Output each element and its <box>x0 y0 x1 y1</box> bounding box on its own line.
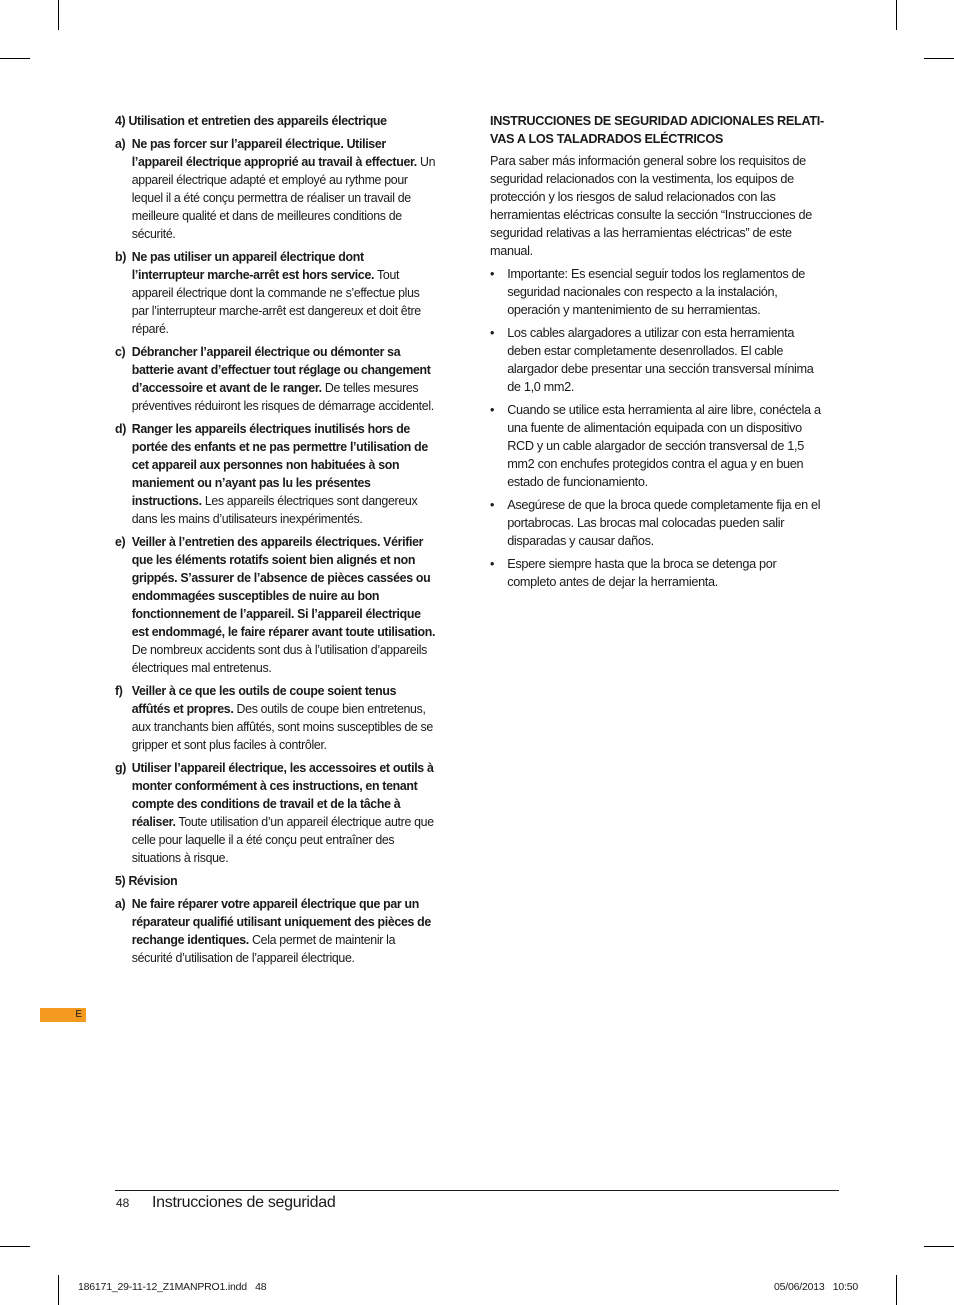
item-marker: c) <box>115 344 126 359</box>
item-marker: b) <box>115 249 127 264</box>
section-heading: INSTRUCCIONES DE SEGURIDAD ADICIONALES RELATI-VAS A LOS TALADRADOS ELÉCTRICOS <box>490 113 824 146</box>
item-text: Un appareil électrique adapté et employé au rythme pour lequel il a été conçu permettra de réaliser un travail de meilleure qualité et dans de meilleures conditions de sécurité. <box>131 154 436 241</box>
slug-filename: 186171_29-11-12_Z1MANPRO1.indd 48 <box>78 1281 267 1293</box>
page-number: 48 <box>116 1196 130 1210</box>
section-heading: 4) Utilisation et entretien des appareils électrique <box>115 113 387 128</box>
footer-title: Instrucciones de seguridad <box>152 1194 336 1211</box>
section-heading: 5) Révision <box>115 873 178 888</box>
bullet-item <box>490 265 826 319</box>
item-text: Des outils de coupe bien entretenus, aux tranchants bien affûtés, sont moins susceptibles de se gripper et sont plus faciles à contrôler. <box>131 701 433 752</box>
item-marker: a) <box>115 896 126 911</box>
item-bold-text: Ne pas utiliser un appareil électrique dont l’interrupteur marche-arrêt est hors service. <box>131 249 375 282</box>
bullet-icon: • <box>490 497 495 512</box>
item-bold-text: Utiliser l’appareil électrique, les accessoires et outils à monter conformément à ces instructions, en tenant compte des conditions de travail et de la tâche à réaliser. <box>131 760 434 829</box>
crop-mark <box>924 1246 954 1247</box>
crop-mark <box>0 58 30 59</box>
item-bold-text: Ranger les appareils électriques inutilisés hors de portée des enfants et ne pas permettre l’utilisation de cet appareil aux personnes non habituées à son maniement ou n’ayant pas lu les présentes instructions. <box>131 421 428 508</box>
bullet-text: Espere siempre hasta que la broca se detenga por completo antes de dejar la herramienta. <box>507 556 777 589</box>
crop-mark <box>896 1275 897 1305</box>
crop-mark <box>58 0 59 30</box>
language-tab-label: E <box>75 1009 82 1020</box>
bullet-text: Cuando se utilice esta herramienta al aire libre, conéctela a una fuente de alimentación equipada con un dispositivo RCD y un cable alargador de sección transversal de 1,5 mm2 con enchufes protegidos contra el agua y en buen estado de funcionamiento. <box>507 402 821 489</box>
item-text: De telles mesures préventives réduiront les risques de démarrage accidentel. <box>131 380 434 413</box>
list-item <box>115 420 436 528</box>
bullet-text: Los cables alargadores a utilizar con esta herramienta deben estar completamente desenrollados. El cable alargador debe presentar una sección transversal mínima de 1,0 mm2. <box>507 325 814 394</box>
item-bold-text: Ne pas forcer sur l’appareil électrique. Utiliser l’appareil électrique approprié au travail à effectuer. <box>131 136 417 169</box>
crop-mark <box>896 0 897 30</box>
item-marker: d) <box>115 421 127 436</box>
crop-mark <box>0 1246 30 1247</box>
item-bold-text: Ne faire réparer votre appareil électrique que par un réparateur qualifié utilisant uniquement des pièces de rechange identiques. <box>131 896 431 947</box>
list-item <box>115 248 436 338</box>
crop-mark <box>58 1275 59 1305</box>
item-marker: e) <box>115 534 126 549</box>
item-text: Les appareils électriques sont dangereux dans les mains d’utilisateurs inexpérimentés. <box>131 493 418 526</box>
item-marker: f) <box>115 683 123 698</box>
bullet-item <box>490 496 826 550</box>
bullet-text: Asegúrese de que la broca quede completamente fija en el portabrocas. Las brocas mal colocadas pueden salir disparadas y causar daños. <box>507 497 821 548</box>
bullet-text: Importante: Es esencial seguir todos los reglamentos de seguridad nacionales con respecto a la instalación, operación y mantenimiento de su herramientas. <box>507 266 806 317</box>
intro-paragraph: Para saber más información general sobre los requisitos de seguridad relacionados con la vestimenta, los equipos de protección y los riesgos de salud relacionados con las herramientas eléctricas consulte la sección “Instrucciones de seguridad relativas a las herramientas eléctricas” de este manual. <box>490 153 812 258</box>
item-text: Tout appareil électrique dont la commande ne s’effectue plus par l’interrupteur marche-arrêt est dangereux et doit être réparé. <box>131 267 421 336</box>
item-bold-text: Débrancher l’appareil électrique ou démonter sa batterie avant d’effectuer tout réglage ou changement d’accessoire et avant de le ranger. <box>131 344 431 395</box>
slug-datetime: 05/06/2013 10:50 <box>774 1281 858 1293</box>
list-item <box>115 759 436 867</box>
bullet-item <box>490 401 826 491</box>
list-item <box>115 343 436 415</box>
right-column <box>490 112 826 596</box>
list-item <box>115 533 436 677</box>
left-column <box>115 112 436 972</box>
item-bold-text: Veiller à l’entretien des appareils électriques. Vérifier que les éléments rotatifs soient bien alignés et non grippés. S’assurer de l’absence de pièces cassées ou endommagées susceptibles de nuire au bon fonctionnement de l’appareil. Si l’appareil électrique est endommagé, le faire réparer avant toute utilisation. <box>131 534 436 639</box>
list-item <box>115 895 436 967</box>
language-tab <box>40 1008 86 1022</box>
bullet-item <box>490 555 826 591</box>
item-text: Toute utilisation d’un appareil électrique autre que celle pour laquelle il a été conçu peut entraîner des situations à risque. <box>131 814 434 865</box>
item-marker: g) <box>115 760 127 775</box>
bullet-icon: • <box>490 556 495 571</box>
bullet-icon: • <box>490 325 495 340</box>
item-bold-text: Veiller à ce que les outils de coupe soient tenus affûtés et propres. <box>131 683 397 716</box>
footer-divider <box>115 1190 839 1191</box>
crop-mark <box>924 58 954 59</box>
bullet-icon: • <box>490 402 495 417</box>
item-marker: a) <box>115 136 126 151</box>
item-text: Cela permet de maintenir la sécurité d’utilisation de l’appareil électrique. <box>131 932 396 965</box>
bullet-item <box>490 324 826 396</box>
list-item <box>115 135 436 243</box>
list-item <box>115 682 436 754</box>
item-text: De nombreux accidents sont dus à l’utilisation d’appareils électriques mal entretenus. <box>131 642 428 675</box>
bullet-icon: • <box>490 266 495 281</box>
